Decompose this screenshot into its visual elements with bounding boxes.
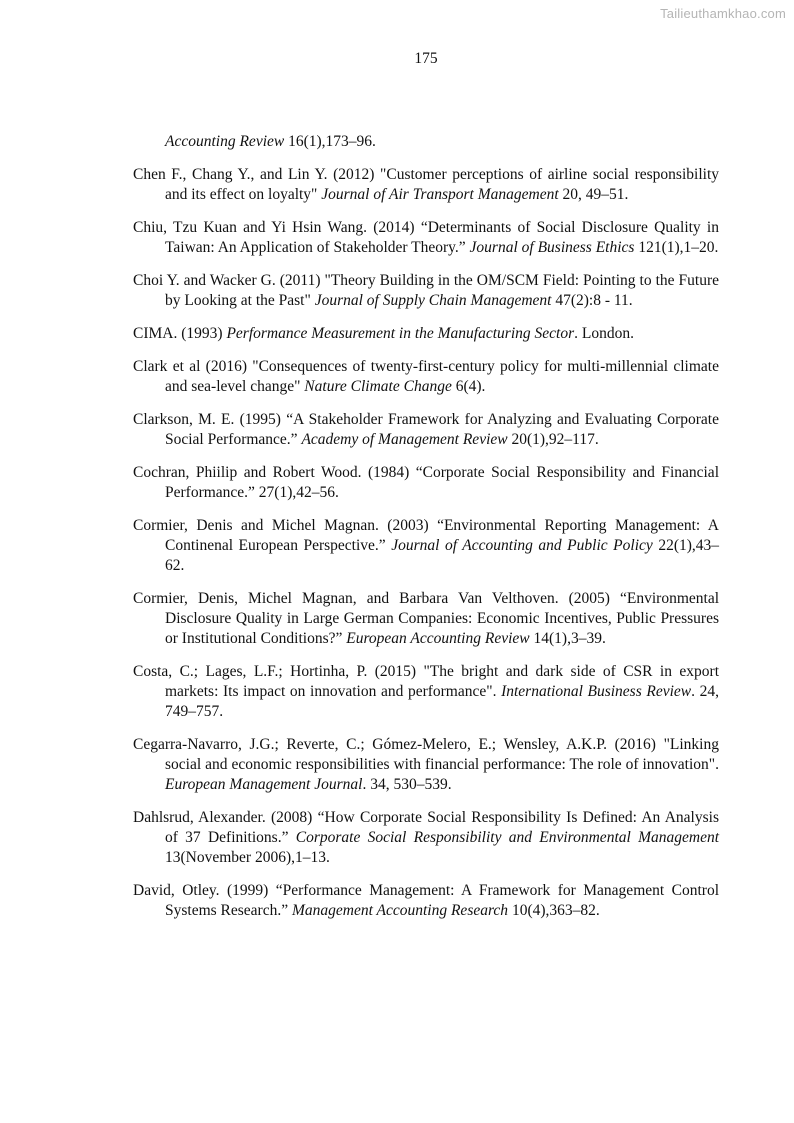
reference-entry [133,589,719,649]
reference-text: 14(1),3–39. [529,630,606,647]
reference-text: Cormier, Denis and Michel Magnan. (2003) “Environmental Reporting Management: A Continenal European Perspective.” [133,517,719,554]
reference-entry [133,662,719,722]
reference-text: 6(4). [451,378,486,395]
reference-source-title: Journal of Business Ethics [469,239,635,256]
reference-entry [133,218,719,258]
reference-text: 10(4),363–82. [508,902,600,919]
reference-text: Clark et al (2016) "Consequences of twenty-first-century policy for multi-millennial climate and sea-level change" [133,358,719,395]
reference-entry [133,808,719,868]
reference-source-title: Journal of Air Transport Management [321,186,559,203]
watermark: Tailieuthamkhao.com [660,6,786,21]
reference-entry [133,357,719,397]
page-number: 175 [414,50,438,67]
reference-text: 13(November 2006),1–13. [165,849,330,866]
reference-text: 20, 49–51. [558,186,629,203]
reference-source-title: European Accounting Review [346,630,530,647]
reference-text: 22(1),43–62. [165,537,720,574]
reference-source-title: European Management Journal [165,776,363,793]
reference-entry [133,463,719,503]
reference-entry [133,271,719,311]
reference-entry [133,324,719,344]
reference-list [133,132,719,934]
reference-text: Choi Y. and Wacker G. (2011) "Theory Building in the OM/SCM Field: Pointing to the Future by Looking at the Past" [133,272,719,309]
reference-source-title: Journal of Accounting and Public Policy [391,537,653,554]
reference-text: David, Otley. (1999) “Performance Management: A Framework for Management Control Systems Research.” [133,882,719,919]
reference-text: Cegarra-Navarro, J.G.; Reverte, C.; Gómez-Melero, E.; Wensley, A.K.P. (2016) "Linking social and economic responsibilities with financial performance: The role of innovation". [133,736,719,773]
reference-text: 16(1),173–96. [284,133,376,150]
reference-entry [133,165,719,205]
reference-text: Dahlsrud, Alexander. (2008) “How Corporate Social Responsibility Is Defined: An Analysis of 37 Definitions.” [133,809,719,846]
reference-entry [133,881,719,921]
reference-entry [133,132,719,152]
reference-text: Clarkson, M. E. (1995) “A Stakeholder Framework for Analyzing and Evaluating Corporate Social Performance.” [133,411,719,448]
reference-entry [133,735,719,795]
reference-text: 121(1),1–20. [634,239,719,256]
reference-source-title: Nature Climate Change [304,378,452,395]
reference-text: Cormier, Denis, Michel Magnan, and Barbara Van Velthoven. (2005) “Environmental Disclosure Quality in Large German Companies: Economic Incentives, Public Pressures or Institutional Conditions?” [133,590,719,647]
reference-text: 47(2):8 - 11. [551,292,633,309]
reference-text: 20(1),92–117. [507,431,599,448]
reference-text: Chiu, Tzu Kuan and Yi Hsin Wang. (2014) “Determinants of Social Disclosure Quality in Taiwan: An Application of Stakeholder Theory.” [133,219,719,256]
reference-source-title: International Business Review [501,683,692,700]
reference-text: Costa, C.; Lages, L.F.; Hortinha, P. (2015) "The bright and dark side of CSR in export markets: Its impact on innovation and performance". [133,663,719,700]
reference-source-title: Journal of Supply Chain Management [314,292,552,309]
reference-text: . London. [574,325,634,342]
reference-entry [133,410,719,450]
reference-source-title: Academy of Management Review [301,431,508,448]
reference-text: . 24, 749–757. [165,683,719,720]
reference-source-title: Accounting Review [165,133,285,150]
reference-source-title: Corporate Social Responsibility and Environmental Management [295,829,719,846]
reference-source-title: Performance Measurement in the Manufacturing Sector [226,325,575,342]
reference-source-title: Management Accounting Research [291,902,509,919]
reference-text: . 34, 530–539. [362,776,452,793]
reference-text: Cochran, Phiilip and Robert Wood. (1984) “Corporate Social Responsibility and Financial Performance.” 27(1),42–56. [133,464,719,501]
reference-text: Chen F., Chang Y., and Lin Y. (2012) "Customer perceptions of airline social responsibility and its effect on loyalty" [133,166,719,203]
reference-text: CIMA. (1993) [133,325,227,342]
reference-entry [133,516,719,576]
